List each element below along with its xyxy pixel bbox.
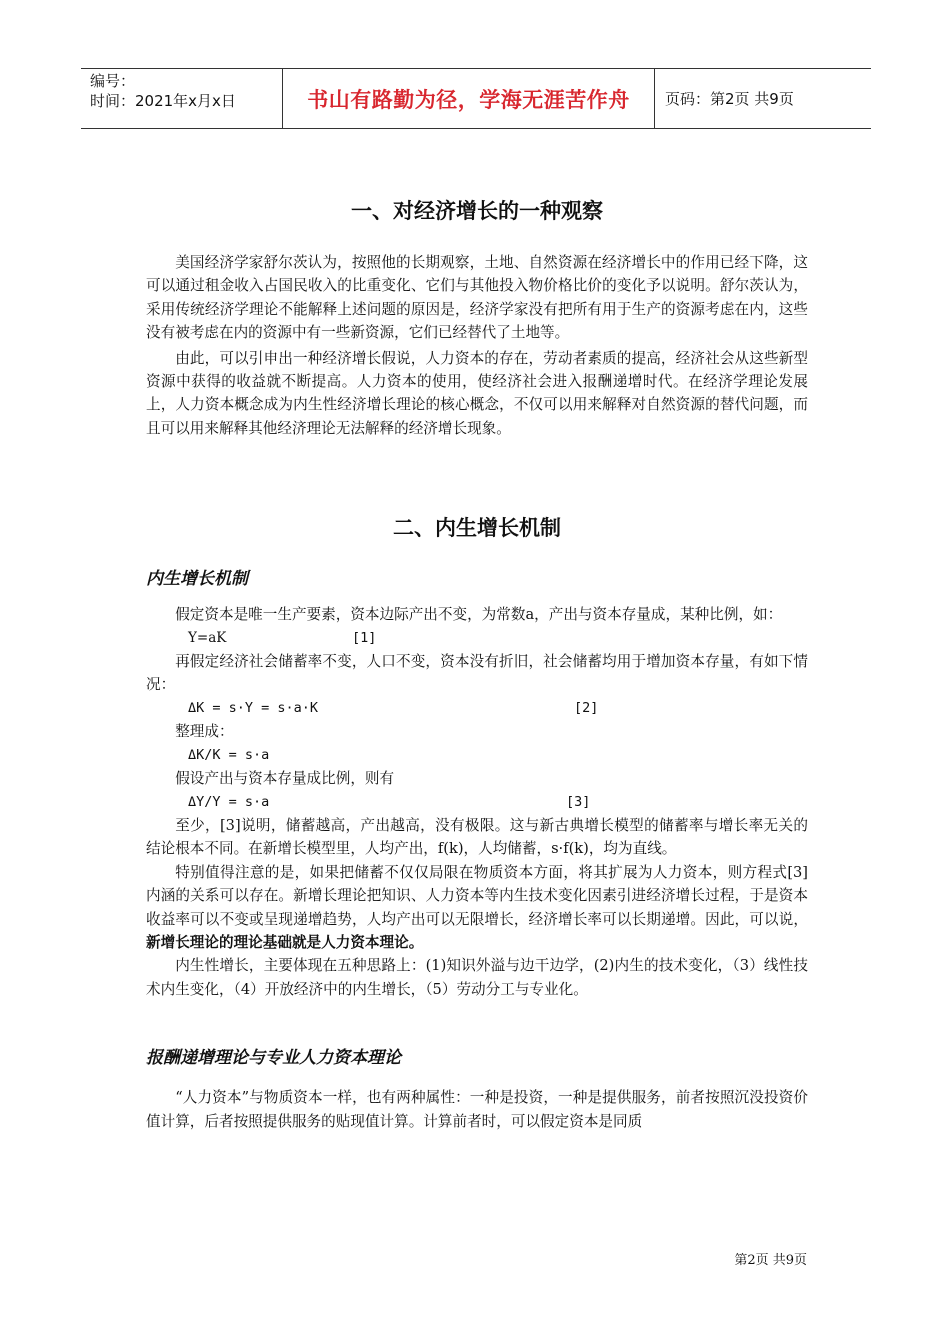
section1-title: 一、对经济增长的一种观察	[351, 199, 603, 223]
section2-title: 二、内生增长机制	[393, 516, 561, 541]
section2-paragraph-3: 整理成：	[175, 723, 234, 741]
section2-paragraph-5: 至少，[3]说明，储蓄越高，产出越高，没有极限。这与新古典增长模型的储蓄率与增长率无关的结论根本不同。在新增长模型里，人均产出，f(k)，人均储蓄，s·f(k)，均为直线。	[146, 816, 808, 858]
section2-paragraph-8: “人力资本”与物质资本一样，也有两种属性：一种是投资，一种是提供服务，前者按照沉没投资价值计算，后者按照提供服务的贴现值计算。计算前者时，可以假定资本是同质	[146, 1089, 808, 1130]
formula-4	[146, 791, 808, 814]
page-footer: 第2页 共9页	[734, 1253, 807, 1268]
header-motto: 书山有路勤为径，学海无涯苦作舟	[282, 69, 655, 128]
section2-paragraph-6	[146, 861, 808, 955]
formula-2-text: ΔK = s·Y = s·a·K	[188, 699, 319, 716]
subsection-title-2: 报酬递增理论与专业人力资本理论	[146, 1048, 401, 1069]
section2-paragraph-1: 假定资本是唯一生产要素，资本边际产出不变，为常数a，产出与资本存量成，某种比例，如：	[175, 606, 783, 624]
date-label: 时间：2021年x月x日	[90, 92, 236, 110]
formula-3	[146, 744, 808, 767]
page-header	[81, 68, 871, 129]
formula-4-text: ΔY/Y = s·a	[188, 793, 270, 810]
paragraph-6-text: 特别值得注意的是，如果把储蓄不仅仅局限在物质资本方面，将其扩展为人力资本，则方程式[3]内涵的关系可以存在。新增长理论把知识、人力资本等内生技术变化因素引进经济增长过程，于是资本收益率可以不变或呈现递增趋势，人均产出可以无限增长，经济增长率可以长期递增。因此，可以说，	[146, 863, 808, 928]
section1-paragraph-2: 由此，可以引申出一种经济增长假说，人力资本的存在，劳动者素质的提高，经济社会从这些新型资源中获得的收益就不断提高。人力资本的使用，使经济社会进入报酬递增时代。在经济学理论发展上，人力资本概念成为内生性经济增长理论的核心概念，不仅可以用来解释对自然资源的替代问题，而且可以用来解释其他经济理论无法解释的经济增长现象。	[146, 349, 808, 437]
number-label: 编号：	[90, 72, 136, 90]
formula-4-number: [3]	[566, 793, 591, 810]
section2-paragraph-7: 内生性增长，主要体现在五种思路上：(1)知识外溢与边干边学，(2)内生的技术变化，（3）线性技术内生变化，（4）开放经济中的内生增长，（5）劳动分工与专业化。	[146, 957, 808, 998]
document-body	[146, 190, 808, 1133]
formula-1	[146, 627, 808, 650]
paragraph-6-bold: 新增长理论的理论基础就是人力资本理论。	[146, 933, 424, 951]
formula-1-text: Y=aK	[188, 629, 227, 646]
formula-2	[146, 697, 808, 720]
header-meta	[81, 69, 282, 128]
section2-paragraph-4: 假设产出与资本存量成比例，则有	[175, 770, 395, 788]
formula-3-text: ΔK/K = s·a	[188, 746, 270, 763]
section1-paragraph-1: 美国经济学家舒尔茨认为，按照他的长期观察，土地、自然资源在经济增长中的作用已经下降，这可以通过租金收入占国民收入的比重变化、它们与其他投入物价格比价的变化予以说明。舒尔茨认为，采用传统经济学理论不能解释上述问题的原因是，经济学家没有把所有用于生产的资源考虑在内，这些没有被考虑在内的资源中有一些新资源，它们已经替代了土地等。	[146, 254, 808, 342]
formula-1-number: [1]	[352, 629, 377, 646]
subsection-title-1: 内生增长机制	[146, 569, 248, 590]
formula-2-number: [2]	[574, 699, 599, 716]
section2-paragraph-2: 再假定经济社会储蓄率不变，人口不变，资本没有折旧，社会储蓄均用于增加资本存量，有如下情况：	[146, 653, 808, 694]
header-page-label: 页码：第2页 共9页	[665, 90, 794, 108]
